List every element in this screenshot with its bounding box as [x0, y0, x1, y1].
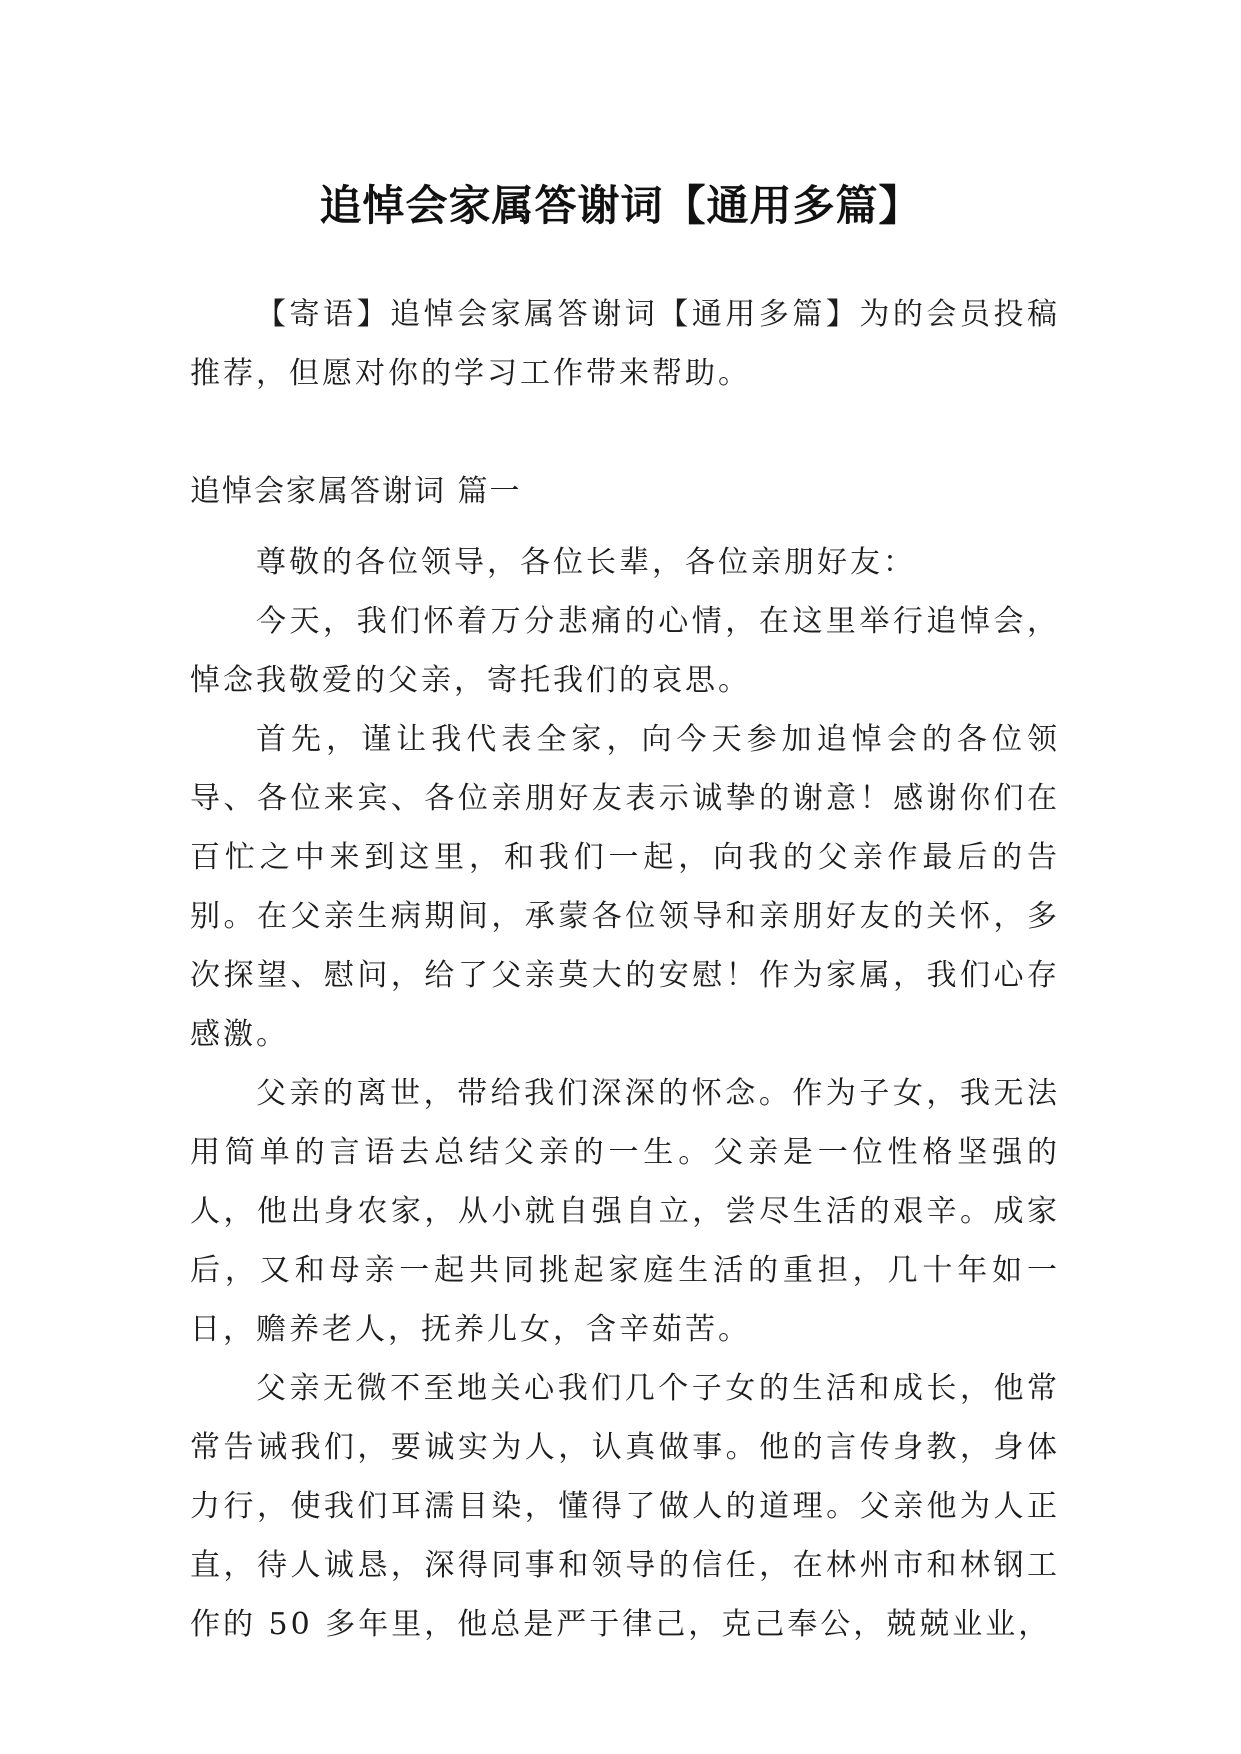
section-heading: 追悼会家属答谢词 篇一: [190, 474, 522, 509]
intro-block: [190, 285, 1060, 403]
body-paragraph: 今天，我们怀着万分悲痛的心情，在这里举行追悼会，悼念我敬爱的父亲，寄托我们的哀思。: [190, 604, 1060, 698]
salutation-paragraph: 尊敬的各位领导，各位长辈，各位亲朋好友：: [256, 545, 916, 580]
body-paragraph: 父亲的离世，带给我们深深的怀念。作为子女，我无法用简单的言语去总结父亲的一生。父亲是一位性格坚强的人，他出身农家，从小就自强自立，尝尽生活的艰辛。成家后，又和母亲一起共同挑起家庭生活的重担，几十年如一日，赡养老人，抚养儿女，含辛茹苦。: [190, 1076, 1060, 1347]
intro-paragraph: 【寄语】追悼会家属答谢词【通用多篇】为的会员投稿推荐，但愿对你的学习工作带来帮助。: [190, 297, 1060, 391]
document-title: 追悼会家属答谢词【通用多篇】: [319, 181, 922, 231]
body-paragraph: 父亲无微不至地关心我们几个子女的生活和成长，他常常告诫我们，要诚实为人，认真做事。他的言传身教，身体力行，使我们耳濡目染，懂得了做人的道理。父亲他为人正直，待人诚恳，深得同事和领导的信任，在林州市和林钢工作的 50 多年里，他总是严于律己，克己奉公，兢兢业业，: [190, 1371, 1060, 1642]
section-one: [190, 462, 1060, 1654]
body-paragraph: 首先，谨让我代表全家，向今天参加追悼会的各位领导、各位来宾、各位亲朋好友表示诚挚的谢意！感谢你们在百忙之中来到这里，和我们一起，向我的父亲作最后的告别。在父亲生病期间，承蒙各位领导和亲朋好友的关怀，多次探望、慰问，给了父亲莫大的安慰！作为家属，我们心存感激。: [190, 722, 1060, 1052]
